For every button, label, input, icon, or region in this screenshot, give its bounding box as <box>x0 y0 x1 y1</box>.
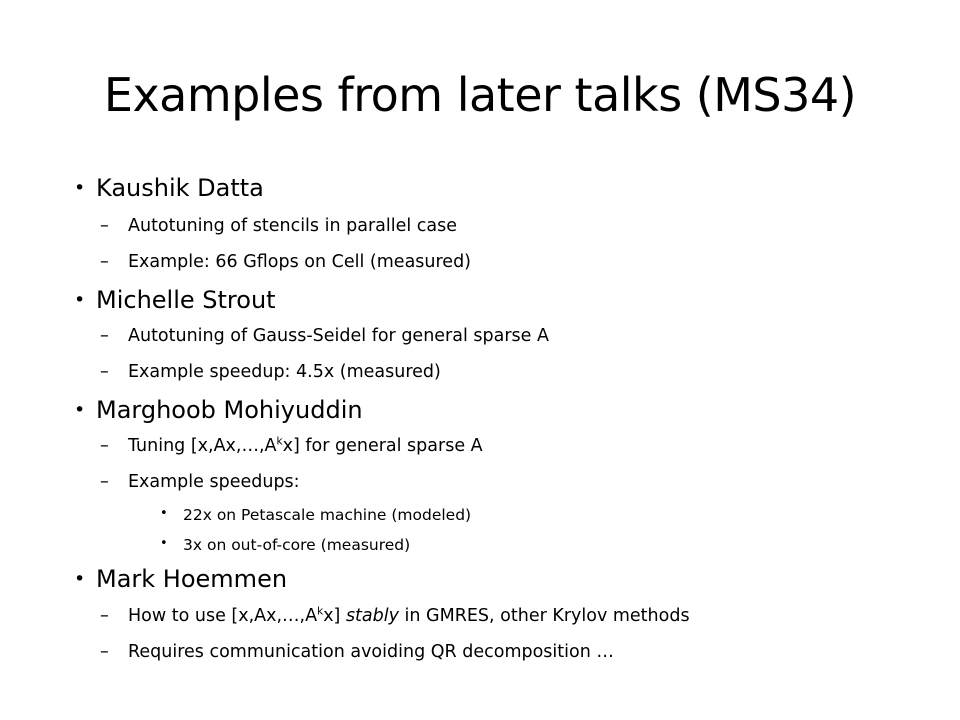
list-item-marghoob-mohiyuddin <box>74 395 363 425</box>
speaker-name: Kaushik Datta <box>96 174 264 202</box>
subitem-text: Requires communication avoiding QR decomposition … <box>128 642 614 662</box>
list-subitem <box>100 470 300 494</box>
bullet-icon: • <box>74 177 86 199</box>
list-item-kaushik-datta <box>74 173 264 203</box>
bullet-icon: • <box>74 399 86 421</box>
list-subsubitem <box>160 505 472 525</box>
slide-title: Examples from later talks (MS34) <box>103 68 857 122</box>
subitem-text: Autotuning of stencils in parallel case <box>128 216 458 236</box>
list-subitem <box>100 640 614 664</box>
superscript-k: k <box>317 605 324 618</box>
subitem-text: Example: 66 Gflops on Cell (measured) <box>128 252 472 272</box>
list-subitem <box>100 434 483 458</box>
list-item-mark-hoemmen <box>74 564 288 594</box>
dash-icon: – <box>100 252 109 272</box>
subsubitem-text: 3x on out-of-core (measured) <box>183 536 411 554</box>
dash-icon: – <box>100 326 109 346</box>
list-subitem <box>100 324 549 348</box>
dash-icon: – <box>100 216 109 236</box>
list-item-michelle-strout <box>74 285 276 315</box>
dash-icon: – <box>100 362 109 382</box>
bullet-icon: • <box>160 536 168 551</box>
subitem-text-part: Tuning [x,Ax,…,A <box>128 436 277 456</box>
list-subitem <box>100 360 441 384</box>
dash-icon: – <box>100 642 109 662</box>
dash-icon: – <box>100 606 109 626</box>
subitem-text-part: How to use [x,Ax,…,A <box>128 606 318 626</box>
subitem-text-part: x] <box>323 606 346 626</box>
subitem-text-part: in GMRES, other Krylov methods <box>398 606 690 626</box>
speaker-name: Michelle Strout <box>96 286 276 314</box>
emphasis-text: stably <box>345 606 399 626</box>
speaker-name: Marghoob Mohiyuddin <box>96 396 363 424</box>
list-subitem <box>100 214 458 238</box>
list-subsubitem <box>160 535 411 555</box>
subitem-text-part: x] for general sparse A <box>282 436 483 456</box>
superscript-k: k <box>276 435 283 448</box>
dash-icon: – <box>100 472 109 492</box>
subitem-text: Example speedups: <box>128 472 300 492</box>
bullet-icon: • <box>160 506 168 521</box>
subitem-text: Example speedup: 4.5x (measured) <box>128 362 441 382</box>
subitem-text: Autotuning of Gauss-Seidel for general sparse A <box>128 326 549 346</box>
dash-icon: – <box>100 436 109 456</box>
bullet-icon: • <box>74 289 86 311</box>
list-subitem <box>100 604 690 628</box>
subsubitem-text: 22x on Petascale machine (modeled) <box>183 506 472 524</box>
bullet-icon: • <box>74 568 86 590</box>
speaker-name: Mark Hoemmen <box>96 565 288 593</box>
list-subitem <box>100 250 472 274</box>
